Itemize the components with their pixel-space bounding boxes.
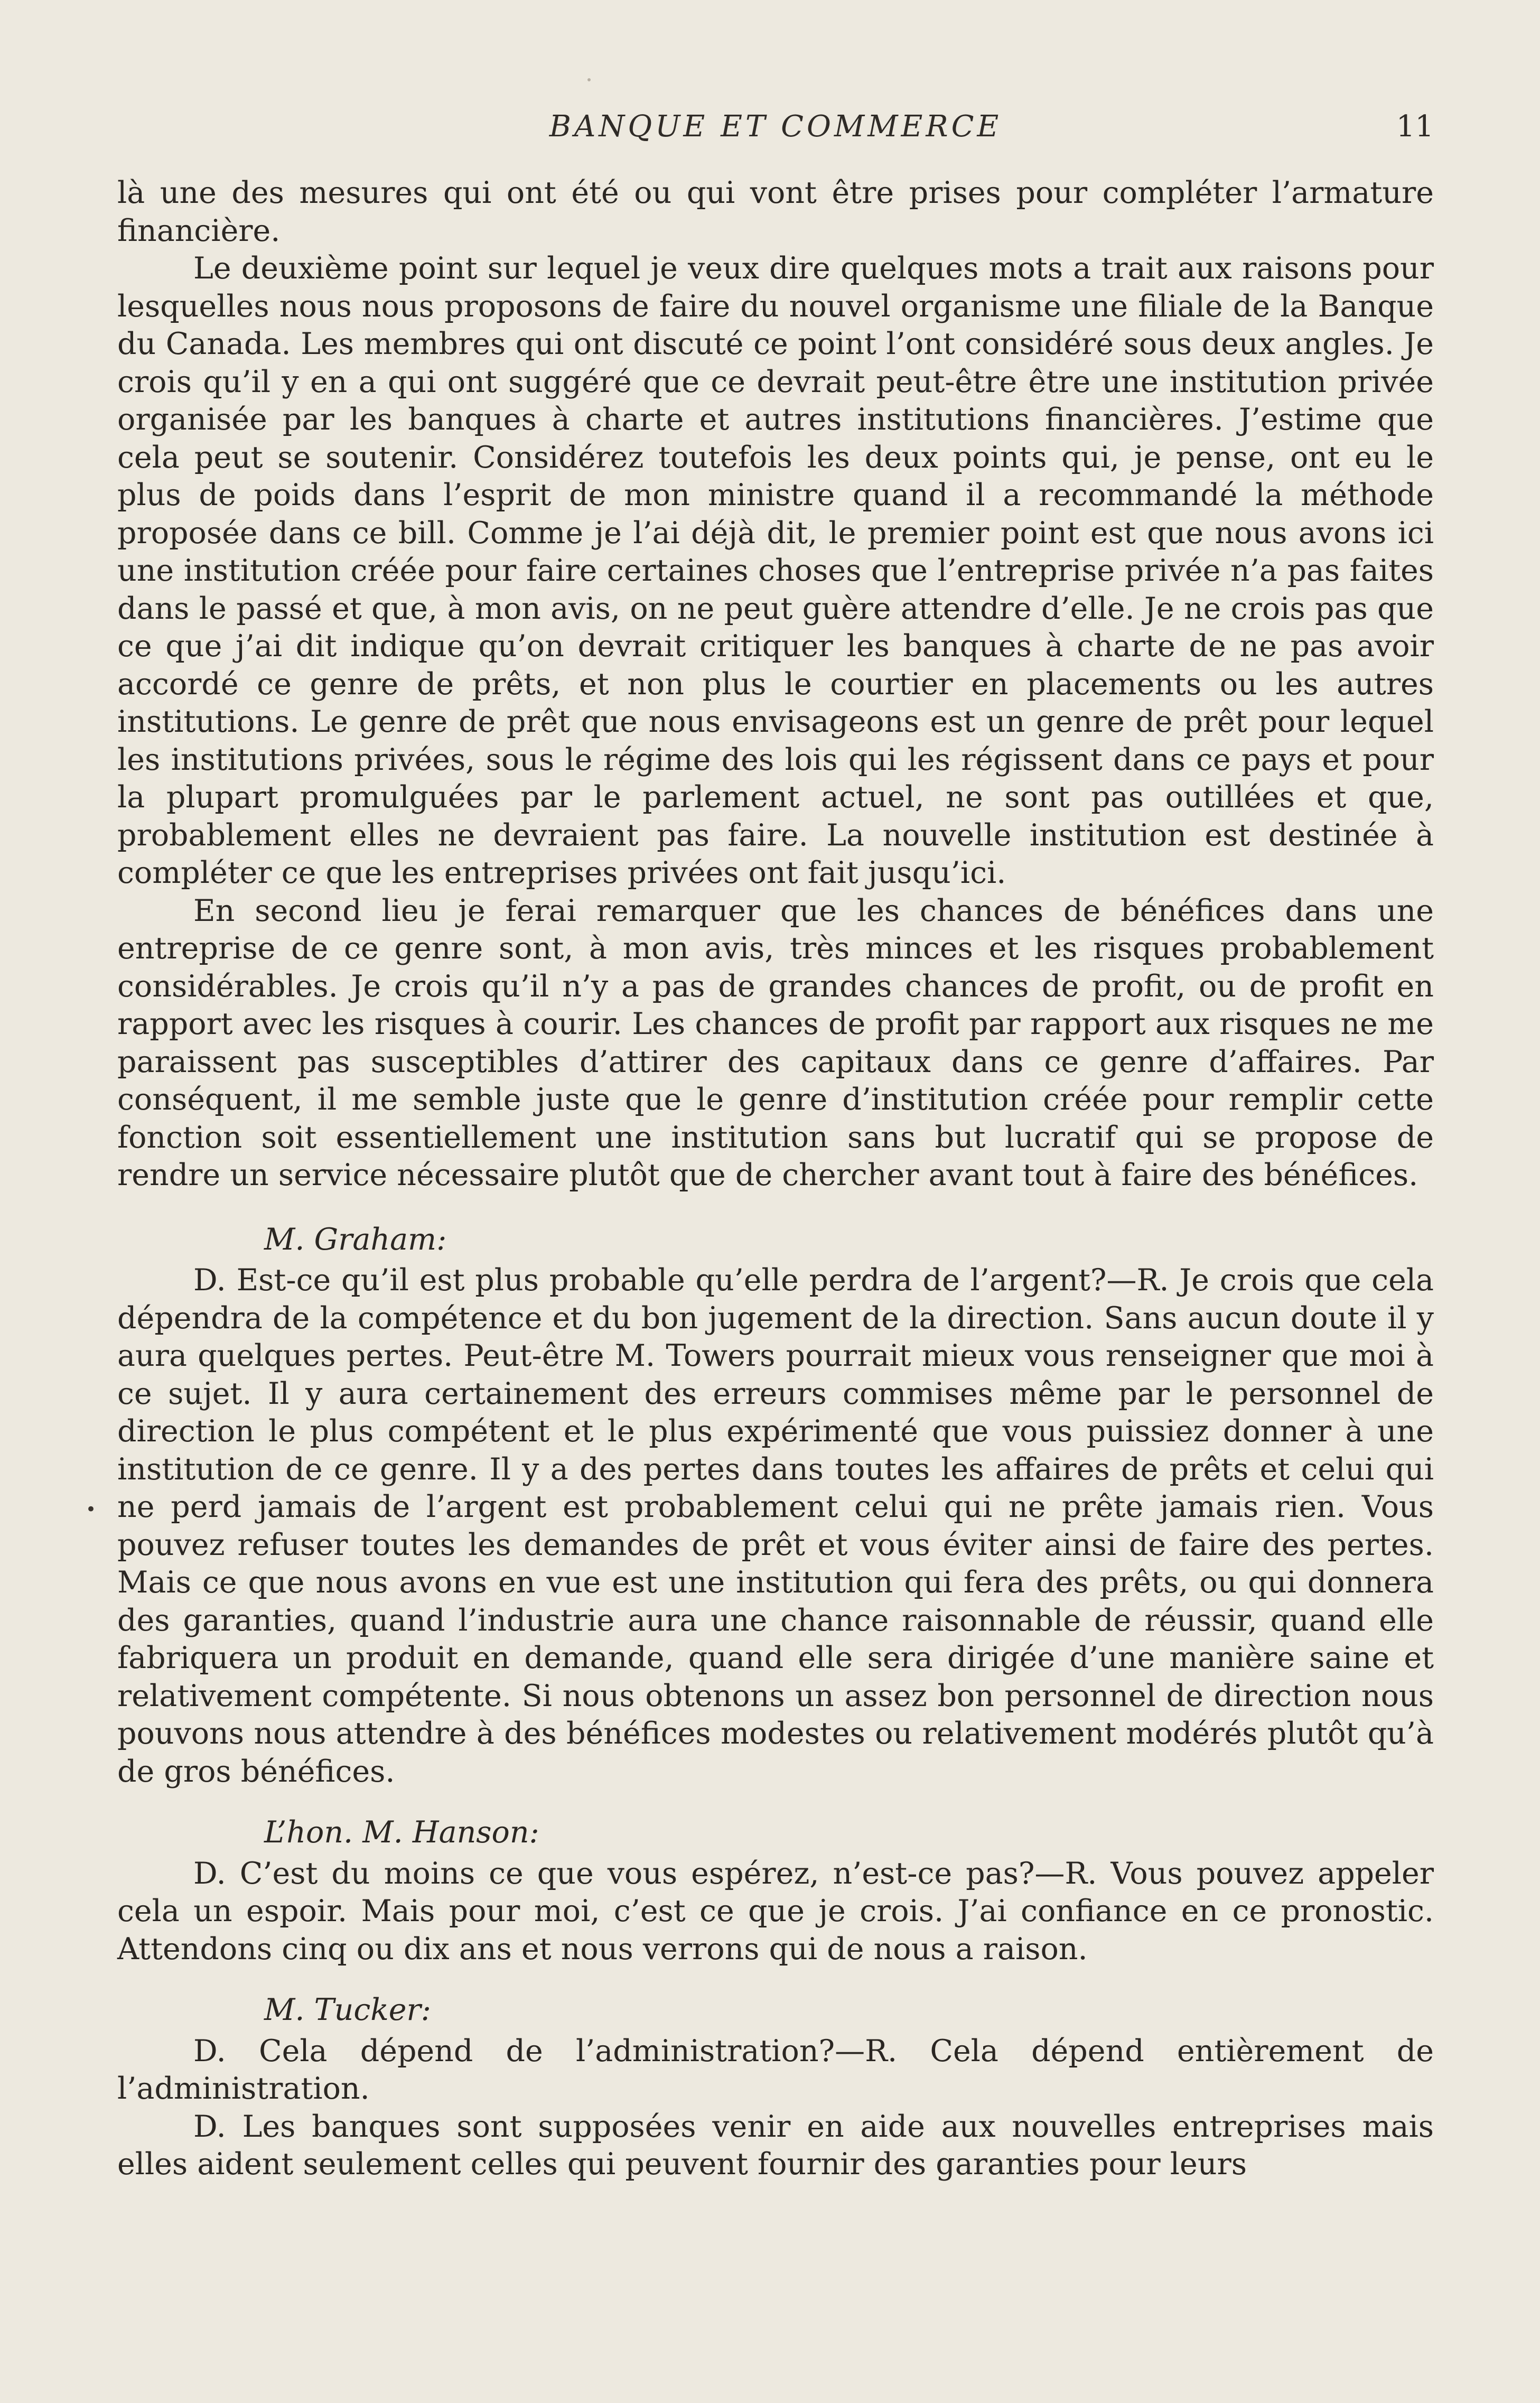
paragraph-hanson-question: D. C’est du moins ce que vous espérez, n’est-ce pas?—R. Vous pouvez appeler cela un espoir. Mais pour moi, c’est ce que je crois. J’ai confiance en ce pronostic. Attendons cinq ou dix ans et nous verrons qui de nous a raison. [117, 1856, 1434, 1967]
page-header [117, 106, 1434, 148]
margin-mark: • [86, 1499, 97, 1520]
paragraph-second-place: En second lieu je ferai remarquer que les chances de bénéfices dans une entreprise de ce genre sont, à mon avis, très minces et les risques probablement considérables. Je crois qu’il n’y a pas de grandes chances de profit, ou de profit en rapport avec les risques à courir. Les chances de profit par rapport aux risques ne me paraissent pas susceptibles d’attirer des capitaux dans ce genre d’affaires. Par conséquent, il me semble juste que le genre d’institution créée pour remplir cette fonction soit essentiellement une institution sans but lucratif qui se propose de rendre un service nécessaire plutôt que de chercher avant tout à faire des bénéfices. [117, 893, 1434, 1193]
paragraph-second-point: Le deuxième point sur lequel je veux dire quelques mots a trait aux raisons pour lesquelles nous nous proposons de faire du nouvel organisme une filiale de la Banque du Canada. Les membres qui ont discuté ce point l’ont considéré sous deux angles. Je crois qu’il y en a qui ont suggéré que ce devrait peut-être être une institution privée organisée par les banques à charte et autres institutions financières. J’estime que cela peut se soutenir. Considérez toutefois les deux points qui, je pense, ont eu le plus de poids dans l’esprit de mon ministre quand il a recommandé la méthode proposée dans ce bill. Comme je l’ai déjà dit, le premier point est que nous avons ici une institution créée pour faire certaines choses que l’entreprise privée n’a pas faites dans le passé et que, à mon avis, on ne peut guère attendre d’elle. Je ne crois pas que ce que j’ai dit indique qu’on devrait critiquer les banques à charte de ne pas avoir accordé ce genre de prêts, et non plus le courtier en placements ou les autres institutions. Le genre de prêt que nous envisageons est un genre de prêt pour lequel les institutions privées, sous le régime des lois qui les régissent dans ce pays et pour la plupart promulguées par le parlement actuel, ne sont pas outillées et que, probablement elles ne devraient pas faire. La nouvelle institution est destinée à compléter ce que les entreprises privées ont fait jusqu’ici. [117, 251, 1434, 890]
speaker-graham: M. Graham: [264, 1222, 447, 1257]
speaker-hanson: L’hon. M. Hanson: [264, 1815, 539, 1850]
speaker-tucker: M. Tucker: [264, 1992, 431, 2027]
page-number: 11 [1396, 109, 1434, 144]
paragraph-continuation: là une des mesures qui ont été ou qui vont être prises pour compléter l’armature financière. [117, 175, 1434, 248]
body-text [117, 174, 1434, 2184]
paragraph-graham-question: D. Est-ce qu’il est plus probable qu’elle perdra de l’argent?—R. Je crois que cela dépendra de la compétence et du bon jugement de la direction. Sans aucun doute il y aura quelques pertes. Peut-être M. Towers pourrait mieux vous renseigner que moi à ce sujet. Il y aura certainement des erreurs commises même par le personnel de direction le plus compétent et le plus expérimenté que vous puissiez donner à une institution de ce genre. Il y a des pertes dans toutes les affaires de prêts et celui qui ne perd jamais de l’argent est probablement celui qui ne prête jamais rien. Vous pouvez refuser toutes les demandes de prêt et vous éviter ainsi de faire des pertes. Mais ce que nous avons en vue est une institution qui fera des prêts, ou qui donnera des garanties, quand l’industrie aura une chance raisonnable de réussir, quand elle fabriquera un produit en demande, quand elle sera dirigée d’une manière saine et relativement compétente. Si nous obtenons un assez bon personnel de direction nous pouvons nous attendre à des bénéfices modestes ou relativement modérés plutôt qu’à de gros bénéfices. [117, 1263, 1434, 1789]
paragraph-tucker-question-2: D. Les banques sont supposées venir en aide aux nouvelles entreprises mais elles aident seulement celles qui peuvent fournir des garanties pour leurs [117, 2109, 1434, 2182]
running-title: BANQUE ET COMMERCE [549, 109, 1002, 144]
paragraph-tucker-question-1: D. Cela dépend de l’administration?—R. Cela dépend entièrement de l’administration. [117, 2033, 1434, 2106]
print-speck [587, 78, 591, 81]
